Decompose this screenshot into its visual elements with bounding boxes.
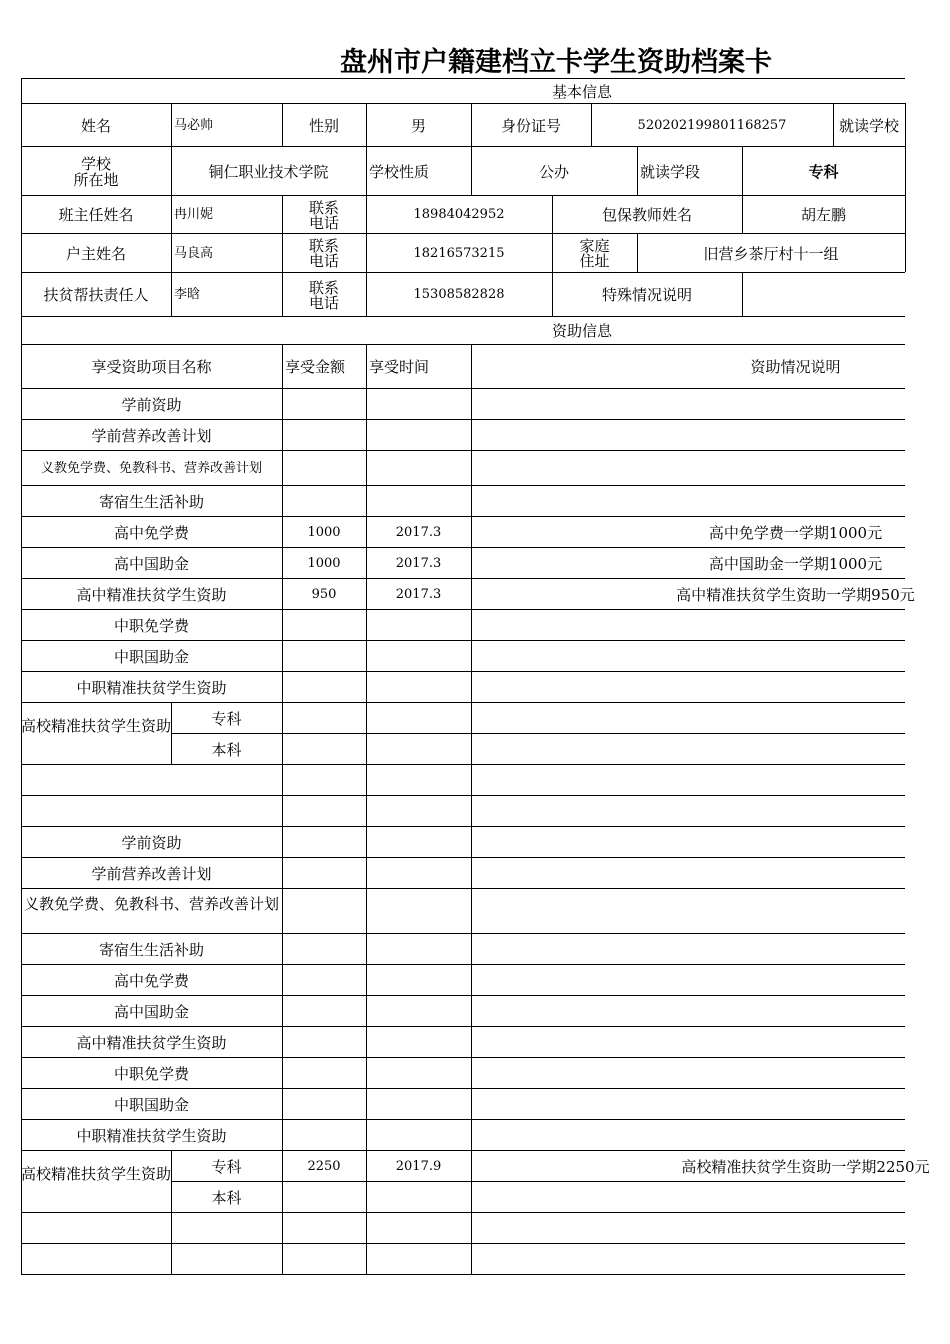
- aid-college-sub: 专科: [211, 710, 242, 727]
- section-basic-info: 基本信息: [551, 83, 612, 100]
- table-cell: 冉川妮: [174, 207, 214, 222]
- aid-item-name: 寄宿生生活补助: [98, 493, 204, 510]
- aid-item-desc: 高中国助金一学期1000元: [708, 555, 883, 572]
- aid-item-desc: 高校精准扶贫学生资助一学期2250元: [681, 1158, 930, 1175]
- table-cell: 特殊情况说明: [601, 287, 692, 303]
- aid-item-amount: 950: [311, 586, 337, 602]
- aid-item-name: 高中国助金: [113, 555, 189, 572]
- aid-item-time: 2017.9: [395, 1158, 442, 1174]
- aid-item-name: 中职精准扶贫学生资助: [76, 1127, 227, 1144]
- aid-item-name: 学前资助: [121, 834, 182, 851]
- table-cell: 胡左鹏: [800, 207, 846, 223]
- table-cell: 家庭: [579, 238, 610, 254]
- aid-item-name: 高中精准扶贫学生资助: [76, 586, 227, 603]
- table-cell: 所在地: [73, 171, 119, 188]
- table-cell: 男: [410, 117, 426, 134]
- aid-item-amount: 1000: [307, 555, 341, 571]
- table-cell: 专科: [808, 163, 839, 180]
- table-cell: 身份证号: [500, 117, 561, 134]
- aid-college-sub: 本科: [211, 1189, 242, 1206]
- table-cell: 电话: [308, 253, 339, 269]
- aid-item-name: 学前资助: [121, 396, 182, 413]
- table-cell: 联系: [308, 199, 339, 216]
- section-aid-info: 资助信息: [551, 323, 612, 339]
- aid-item-name: 高中国助金: [113, 1003, 189, 1020]
- table-cell: 铜仁职业技术学院: [208, 163, 329, 180]
- table-cell: 包保教师姓名: [601, 207, 692, 223]
- table-cell: 李晗: [174, 287, 201, 302]
- aid-item-name: 中职国助金: [113, 648, 189, 665]
- table-cell: 马必帅: [174, 117, 214, 133]
- aid-item-desc: 高中免学费一学期1000元: [708, 524, 883, 541]
- table-cell: 18216573215: [413, 245, 505, 261]
- aid-item-name: 高中免学费: [113, 524, 189, 541]
- table-cell: 住址: [579, 253, 610, 269]
- table-cell: 资助情况说明: [750, 359, 841, 375]
- table-cell: 公办: [538, 163, 569, 180]
- aid-item-name: 中职免学费: [113, 1065, 189, 1082]
- table-cell: 姓名: [80, 117, 111, 134]
- aid-college-label: 高校精准扶贫学生资助: [21, 1166, 171, 1182]
- table-cell: 15308582828: [413, 287, 505, 302]
- aid-item-name: 中职精准扶贫学生资助: [76, 679, 227, 696]
- table-cell: 学校: [80, 155, 111, 172]
- aid-item-name: 高中免学费: [113, 972, 189, 989]
- aid-item-time: 2017.3: [395, 524, 442, 540]
- table-cell: 班主任姓名: [58, 207, 134, 223]
- aid-item-name: 高中精准扶贫学生资助: [76, 1034, 227, 1051]
- aid-item-time: 2017.3: [395, 555, 442, 571]
- aid-item-time: 2017.3: [395, 586, 442, 602]
- aid-item-name: 寄宿生生活补助: [98, 941, 204, 958]
- table-cell: 联系: [308, 279, 339, 296]
- page-title: 盘州市户籍建档立卡学生资助档案卡: [340, 47, 772, 78]
- table-cell: 520202199801168257: [637, 117, 787, 133]
- aid-item-desc: 高中精准扶贫学生资助一学期950元: [676, 586, 915, 603]
- aid-college-label: 高校精准扶贫学生资助: [21, 718, 171, 734]
- aid-item-name: 义教免学费、免教科书、营养改善计划: [23, 895, 279, 912]
- table-cell: 学校性质: [369, 163, 430, 180]
- table-cell: 马良高: [174, 245, 214, 261]
- table-cell: 旧营乡茶厅村十一组: [703, 245, 839, 262]
- table-cell: 享受时间: [369, 359, 430, 375]
- table-cell: 享受资助项目名称: [91, 359, 212, 375]
- table-cell: 性别: [308, 117, 339, 134]
- table-cell: 联系: [308, 238, 339, 254]
- table-cell: 就读学段: [640, 163, 701, 180]
- aid-item-name: 中职国助金: [113, 1096, 189, 1113]
- table-cell: 电话: [308, 214, 339, 231]
- table-cell: 18984042952: [413, 207, 505, 222]
- aid-item-name: 义教免学费、免教科书、营养改善计划: [40, 460, 262, 476]
- table-cell: 电话: [308, 294, 339, 311]
- table-cell: 户主姓名: [65, 245, 126, 262]
- aid-item-name: 学前营养改善计划: [91, 865, 212, 882]
- table-cell: 享受金额: [285, 359, 346, 375]
- table-cell: 扶贫帮扶责任人: [43, 287, 149, 303]
- aid-college-sub: 本科: [211, 741, 242, 758]
- aid-item-name: 中职免学费: [113, 617, 189, 634]
- aid-item-amount: 2250: [307, 1158, 341, 1174]
- table-cell: 就读学校: [838, 117, 899, 134]
- aid-item-name: 学前营养改善计划: [91, 427, 212, 444]
- aid-college-sub: 专科: [211, 1158, 242, 1175]
- aid-item-amount: 1000: [307, 524, 341, 540]
